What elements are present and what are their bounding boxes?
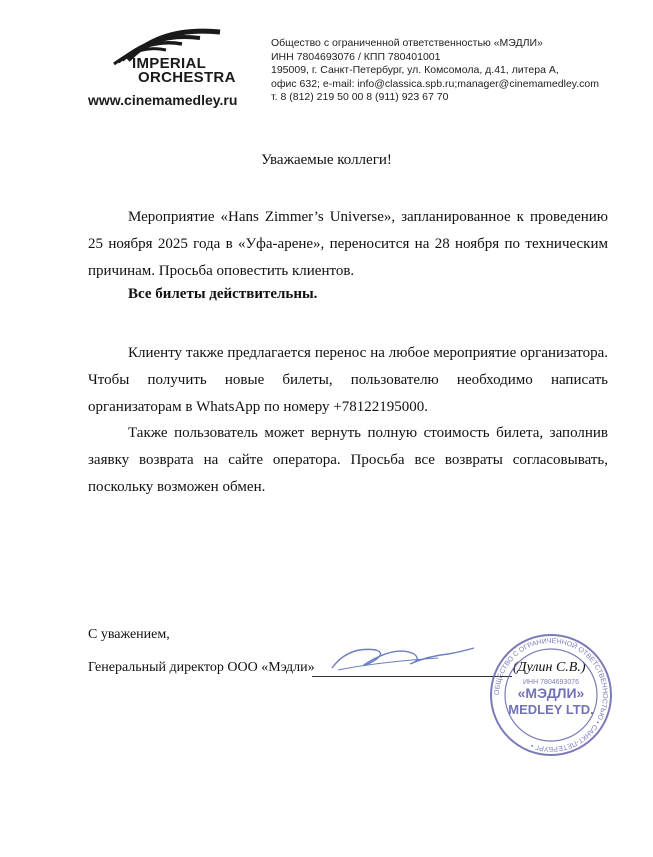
- letter-greeting: Уважаемые коллеги!: [261, 152, 392, 168]
- stamp-ring-text: ОБЩЕСТВО С ОГРАНИЧЕННОЙ ОТВЕТСТВЕННОСТЬЮ • САНКТ-ПЕТЕРБУРГ •: [493, 637, 609, 753]
- closing-regards: С уважением,: [88, 627, 170, 642]
- paragraph-refund-text: Также пользователь может вернуть полную стоимость билета, заполнив заявку возврата на сайте оператора. Просьба все возвраты согласовывать, поскольку возможен обмен.: [88, 425, 608, 495]
- website-link[interactable]: www.cinemamedley.ru: [88, 92, 238, 108]
- company-phone: т. 8 (812) 219 50 00 8 (911) 923 67 70: [271, 91, 449, 103]
- paragraph-postponement-text: Мероприятие «Hans Zimmer’s Universe», запланированное к проведению 25 ноября 2025 года в «Уфа-арене», переносится на 28 ноября по техническим причинам. Просьба оповестить клиентов.: [88, 209, 608, 279]
- company-email: офис 632; e-mail: info@classica.spb.ru;manager@cinemamedley.com: [271, 77, 600, 90]
- director-title: Генеральный директор ООО «Мэдли»: [88, 660, 315, 675]
- company-address: 195009, г. Санкт-Петербург, ул. Комсомола, д.41, литера А,: [271, 64, 559, 76]
- stamp-name-ru: «МЭДЛИ»: [517, 685, 585, 701]
- logo-text-orchestra: ORCHESTRA: [138, 69, 236, 86]
- paragraph-exchange-text: Клиенту также предлагается перенос на любое мероприятие организатора. Чтобы получить новые билеты, пользователю необходимо написать организаторам в WhatsApp по номеру +78122195000.: [88, 345, 608, 415]
- stamp-inn: ИНН 7804693076: [522, 679, 580, 686]
- paragraph-postponement: [88, 204, 608, 285]
- handwritten-signature: [328, 636, 478, 676]
- tickets-valid-note: Все билеты действительны.: [128, 286, 318, 302]
- company-name: Общество с ограниченной ответственностью «МЭДЛИ»: [271, 37, 543, 49]
- stamp-name-en: MEDLEY LTD.: [508, 702, 594, 717]
- company-inn: ИНН 7804693076 / КПП 780401001: [271, 50, 441, 63]
- company-seal-stamp: [486, 630, 616, 760]
- paragraph-refund: [88, 420, 608, 501]
- company-details: [271, 37, 599, 105]
- logo-text-imperial: IMPERIAL: [132, 55, 207, 72]
- paragraph-exchange: [88, 340, 608, 421]
- signature-line: [312, 676, 512, 677]
- signatory-name: (Дулин С.В.): [513, 660, 586, 675]
